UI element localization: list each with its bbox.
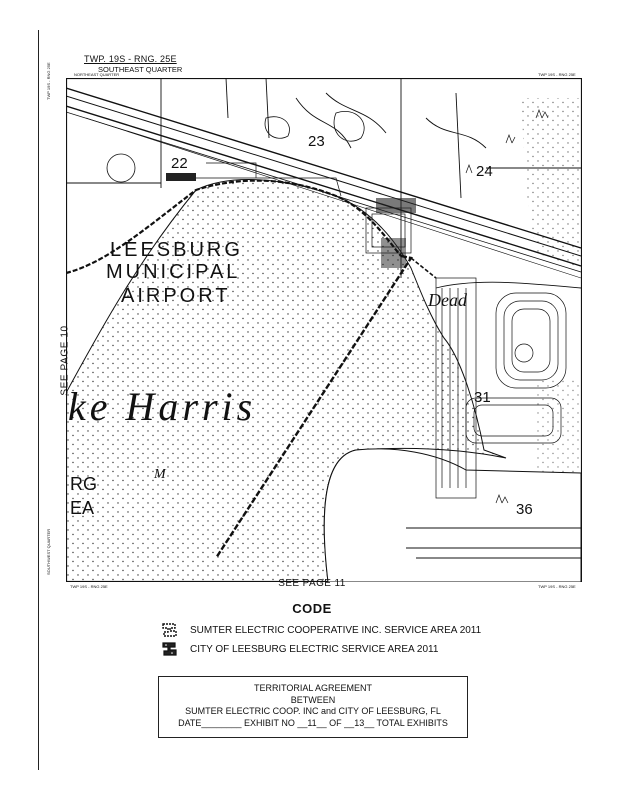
left-fragment-1: RG bbox=[70, 474, 97, 494]
corner-label-top-right: TWP 19S - RNG 25E bbox=[538, 72, 576, 77]
quarter-title: SOUTHEAST QUARTER bbox=[98, 65, 183, 74]
page-edge-line bbox=[38, 30, 39, 770]
legend-row-sumter bbox=[160, 622, 481, 638]
legend-label-sumter: SUMTER ELECTRIC COOPERATIVE INC. SERVICE AREA 2011 bbox=[190, 624, 482, 636]
sumter-boundary-icon bbox=[160, 622, 180, 638]
agreement-line-1: TERRITORIAL AGREEMENT bbox=[253, 683, 373, 693]
airport-line-1: LEESBURG bbox=[110, 239, 243, 261]
side-label-bottom-left: SOUTHWEST QUARTER bbox=[46, 528, 51, 575]
airport-line-3: AIRPORT bbox=[121, 285, 231, 307]
agreement-line-2: BETWEEN bbox=[290, 694, 336, 705]
corner-label-bottom-right: TWP 19S - RNG 25E bbox=[538, 584, 576, 589]
lake-name: ke Harris bbox=[68, 384, 257, 429]
code-title: CODE bbox=[292, 601, 332, 616]
section-24-label: 24 bbox=[476, 163, 493, 180]
territorial-agreement-box bbox=[158, 676, 468, 738]
territorial-map bbox=[66, 78, 582, 582]
corner-label-bottom-left: TWP 19S - RNG 25E bbox=[70, 584, 108, 589]
airport-line-2: MUNICIPAL bbox=[106, 261, 241, 283]
dead-label: Dead bbox=[428, 290, 467, 310]
agreement-line-3: SUMTER ELECTRIC COOP. INC and CITY OF LEESBURG, FL bbox=[185, 706, 441, 716]
legend-row-leesburg bbox=[160, 641, 438, 657]
see-page-bottom: SEE PAGE 11 bbox=[278, 578, 346, 589]
section-31-label: 31 bbox=[474, 389, 491, 406]
section-23-label: 23 bbox=[308, 133, 325, 150]
see-page-left: SEE PAGE 10 bbox=[59, 325, 71, 396]
township-range-title: TWP. 19S - RNG. 25E bbox=[84, 54, 177, 64]
agreement-line-4: DATE________ EXHIBIT NO __11__ OF __13__ TOTAL EXHIBITS bbox=[178, 717, 448, 728]
legend-label-leesburg: CITY OF LEESBURG ELECTRIC SERVICE AREA 2011 bbox=[190, 643, 439, 655]
lake-marker: M bbox=[154, 467, 166, 482]
section-22-label: 22 bbox=[171, 155, 188, 172]
left-fragment-2: EA bbox=[70, 498, 95, 518]
airport-label bbox=[106, 239, 243, 307]
corner-label-top-left: NORTHEAST QUARTER bbox=[74, 72, 120, 77]
section-36-label: 36 bbox=[516, 501, 533, 518]
side-label-top-left: TWP 19S - RNG 25E bbox=[46, 62, 51, 100]
leesburg-boundary-icon bbox=[160, 641, 180, 657]
